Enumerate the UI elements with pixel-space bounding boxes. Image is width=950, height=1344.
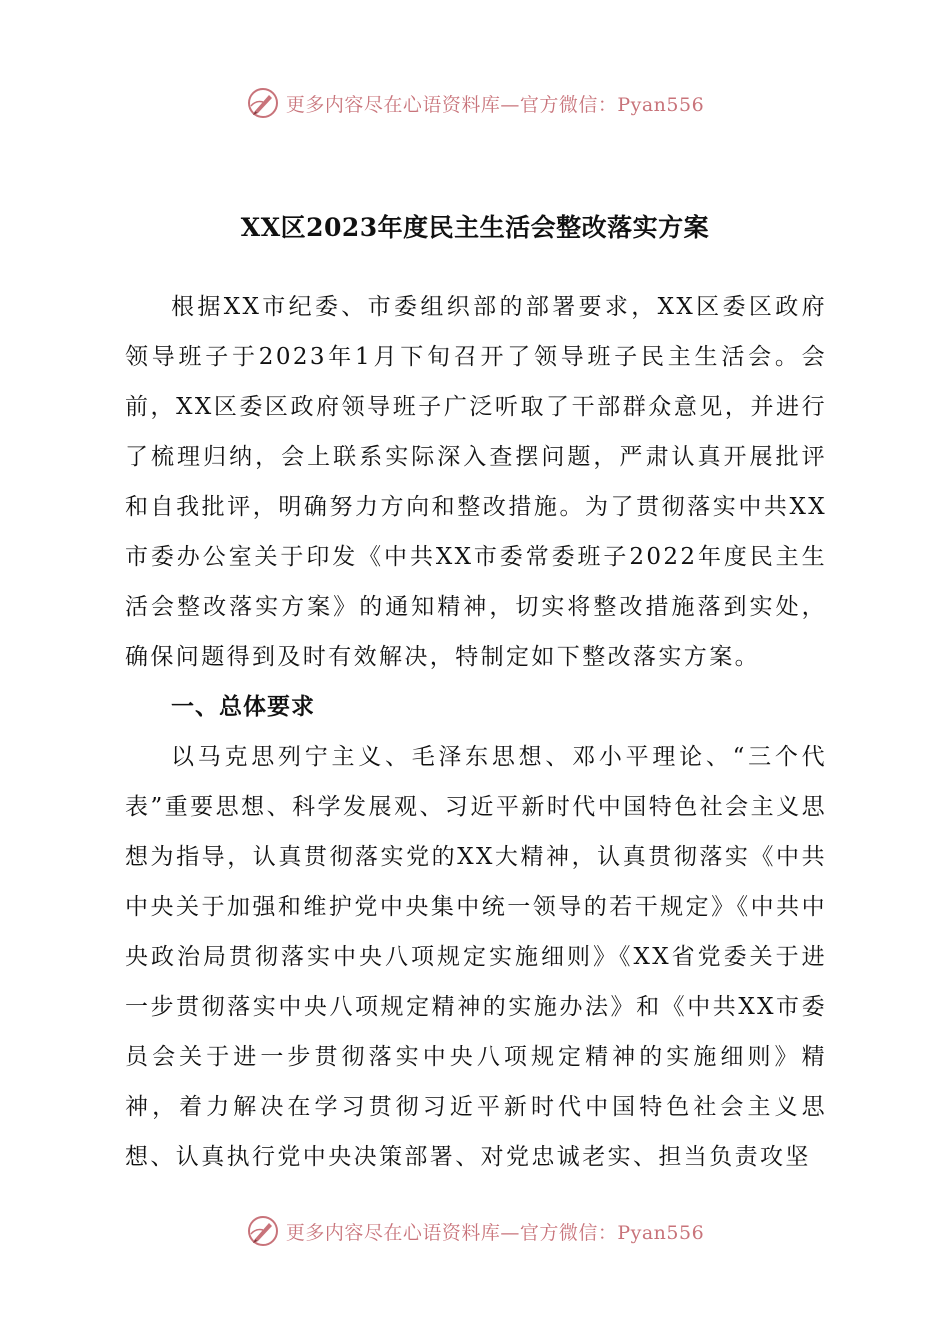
watermark-footer xyxy=(0,1214,950,1248)
watermark-text: 更多内容尽在心语资料库—官方微信：Pyan556 xyxy=(285,1221,705,1244)
pen-logo-icon xyxy=(246,1214,280,1248)
section-heading: 一、总体要求 xyxy=(171,694,315,720)
pen-logo-icon xyxy=(246,86,280,120)
watermark-header xyxy=(0,86,950,120)
section-paragraph: 以马克思列宁主义、毛泽东思想、邓小平理论、“三个代表”重要思想、科学发展观、习近平新时代中国特色社会主义思想为指导，认真贯彻落实党的XX大精神，认真贯彻落实《中共中央关于加强和维护党中央集中统一领导的若干规定》《中共中央政治局贯彻落实中央八项规定实施细则》《XX省党委关于进一步贯彻落实中央八项规定精神的实施办法》和《中共XX市委员会关于进一步贯彻落实中央八项规定精神的实施细则》精神，着力解决在学习贯彻习近平新时代中国特色社会主义思想、认真执行党中央决策部署、对党忠诚老实、担当负责攻坚 xyxy=(125,744,827,1170)
intro-paragraph: 根据XX市纪委、市委组织部的部署要求，XX区委区政府领导班子于2023年1月下旬召开了领导班子民主生活会。会前，XX区委区政府领导班子广泛听取了干部群众意见，并进行了梳理归纳，会上联系实际深入查摆问题，严肃认真开展批评和自我批评，明确努力方向和整改措施。为了贯彻落实中共XX市委办公室关于印发《中共XX市委常委班子2022年度民主生活会整改落实方案》的通知精神，切实将整改措施落到实处，确保问题得到及时有效解决，特制定如下整改落实方案。 xyxy=(125,294,827,670)
watermark-text: 更多内容尽在心语资料库—官方微信：Pyan556 xyxy=(285,93,705,116)
document-title: XX区2023年度民主生活会整改落实方案 xyxy=(240,213,710,242)
document-body xyxy=(125,282,827,1182)
